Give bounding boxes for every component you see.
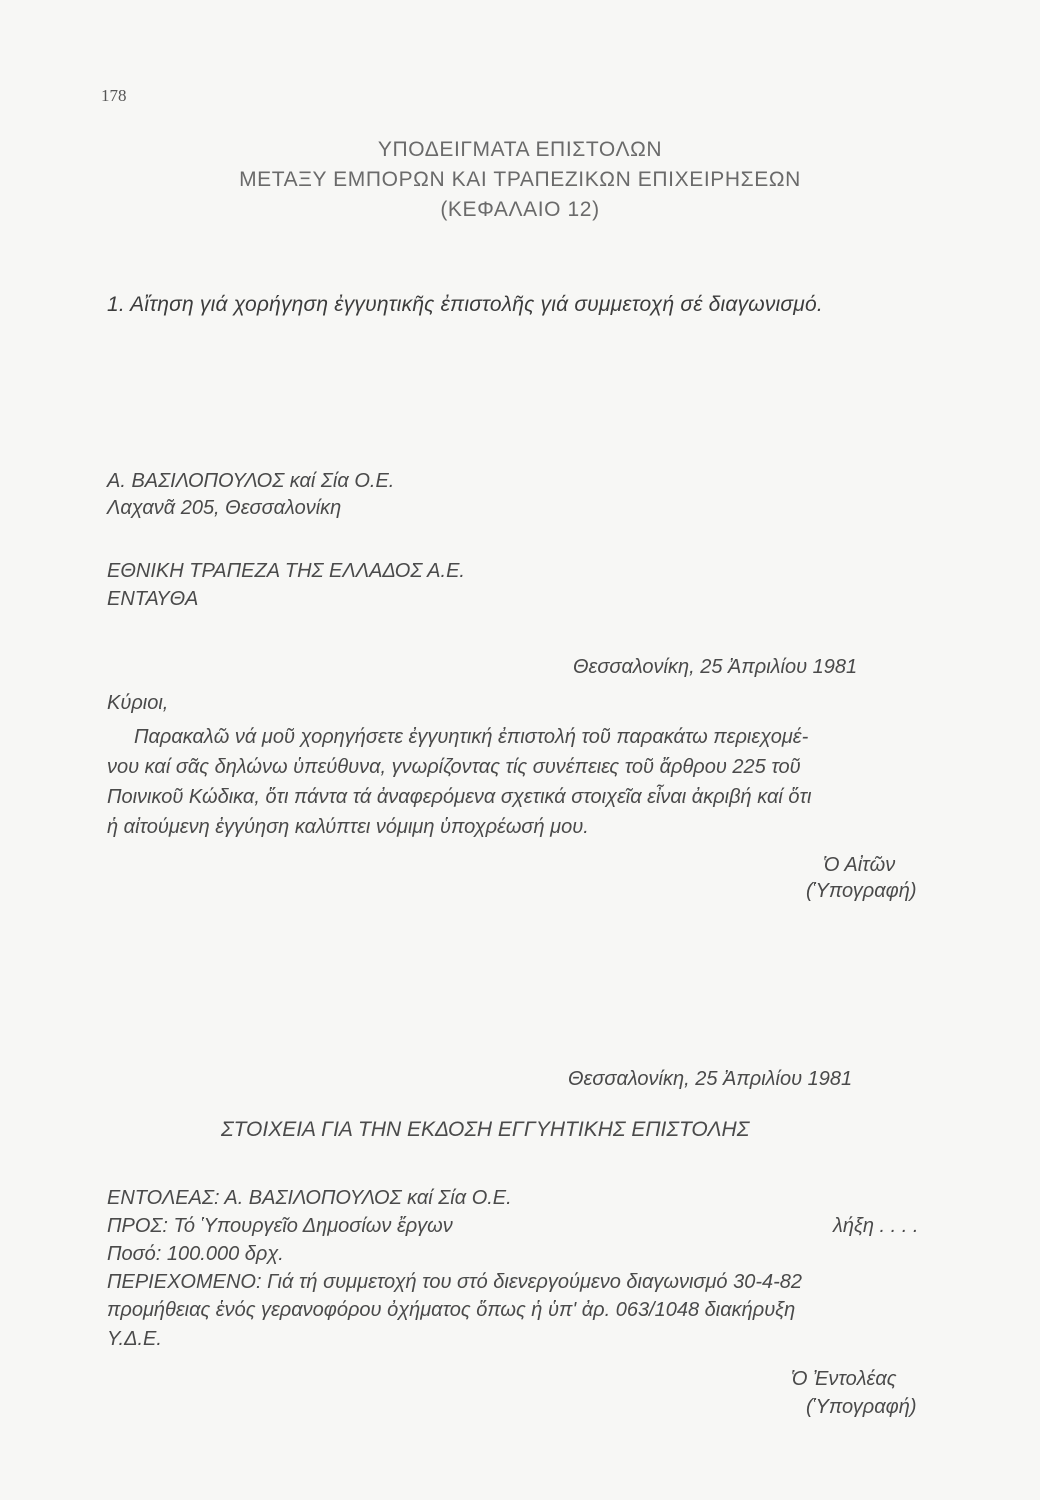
form-amount: Ποσό: 100.000 δρχ. <box>107 1243 284 1265</box>
recipient-location: ΕΝΤΑΥΘΑ <box>107 588 199 610</box>
salutation: Κύριοι, <box>107 692 169 714</box>
sender-name: Α. ΒΑΣΙΛΟΠΟΥΛΟΣ καί Σία Ο.Ε. <box>107 470 395 492</box>
form-signer-role: Ὁ Ἐντολέας <box>791 1368 897 1390</box>
page-number: 178 <box>101 86 127 105</box>
form-date: Θεσσαλονίκη, 25 Ἀπριλίου 1981 <box>568 1068 853 1090</box>
heading-line-3: (ΚΕΦΑΛΑΙΟ 12) <box>440 198 600 221</box>
form-content-line: ΠΕΡΙΕΧΟΜΕΝΟ: Γιά τή συμμετοχή του στό διενεργούμενο διαγωνισμό 30-4-82 <box>107 1271 803 1293</box>
body-line: Παρακαλῶ νά μοῦ χορηγήσετε ἐγγυητική ἐπιστολή τοῦ παρακάτω περιεχομέ- <box>134 726 809 748</box>
form-signature-note: (Ὑπογραφή) <box>806 1396 917 1418</box>
form-content-line: προμήθειας ἑνός γερανοφόρου ὀχήματος ὅπως ἡ ὑπ' ἀρ. 063/1048 διακήρυξη <box>107 1299 796 1321</box>
form-expiry: λήξη . . . . <box>833 1215 919 1237</box>
form-content-line: Υ.Δ.Ε. <box>107 1328 162 1350</box>
heading-line-2: ΜΕΤΑΞΥ ΕΜΠΟΡΩΝ ΚΑΙ ΤΡΑΠΕΖΙΚΩΝ ΕΠΙΧΕΙΡΗΣΕΩΝ <box>239 168 801 191</box>
section-title: 1. Αἴτηση γιά χορήγηση ἐγγυητικῆς ἐπιστολῆς γιά συμμετοχή σέ διαγωνισμό. <box>107 293 823 316</box>
recipient-name: ΕΘΝΙΚΗ ΤΡΑΠΕΖΑ ΤΗΣ ΕΛΛΑΔΟΣ Α.Ε. <box>107 560 465 582</box>
body-line: νου καί σᾶς δηλώνω ὑπεύθυνα, γνωρίζοντας τίς συνέπειες τοῦ ἄρθρου 225 τοῦ <box>107 756 801 778</box>
form-principal: ΕΝΤΟΛΕΑΣ: Α. ΒΑΣΙΛΟΠΟΥΛΟΣ καί Σία Ο.Ε. <box>107 1187 512 1209</box>
body-line: ἡ αἰτούμενη ἐγγύηση καλύπτει νόμιμη ὑποχρέωσή μου. <box>107 816 589 838</box>
form-beneficiary: ΠΡΟΣ: Τό Ὑπουργεῖο Δημοσίων ἔργων <box>107 1215 453 1237</box>
body-line: Ποινικοῦ Κώδικα, ὅτι πάντα τά ἀναφερόμενα σχετικά στοιχεῖα εἶναι ἀκριβή καί ὅτι <box>107 786 812 808</box>
heading-line-1: ΥΠΟΔΕΙΓΜΑΤΑ ΕΠΙΣΤΟΛΩΝ <box>377 138 663 161</box>
form-title: ΣΤΟΙΧΕΙΑ ΓΙΑ ΤΗΝ ΕΚΔΟΣΗ ΕΓΓΥΗΤΙΚΗΣ ΕΠΙΣΤΟΛΗΣ <box>221 1118 750 1141</box>
sender-address: Λαχανᾶ 205, Θεσσαλονίκη <box>107 497 342 519</box>
signer-role: Ὁ Αἰτῶν <box>823 854 896 876</box>
signature-note: (Ὑπογραφή) <box>806 880 917 902</box>
letter-date: Θεσσαλονίκη, 25 Ἀπριλίου 1981 <box>573 656 858 678</box>
